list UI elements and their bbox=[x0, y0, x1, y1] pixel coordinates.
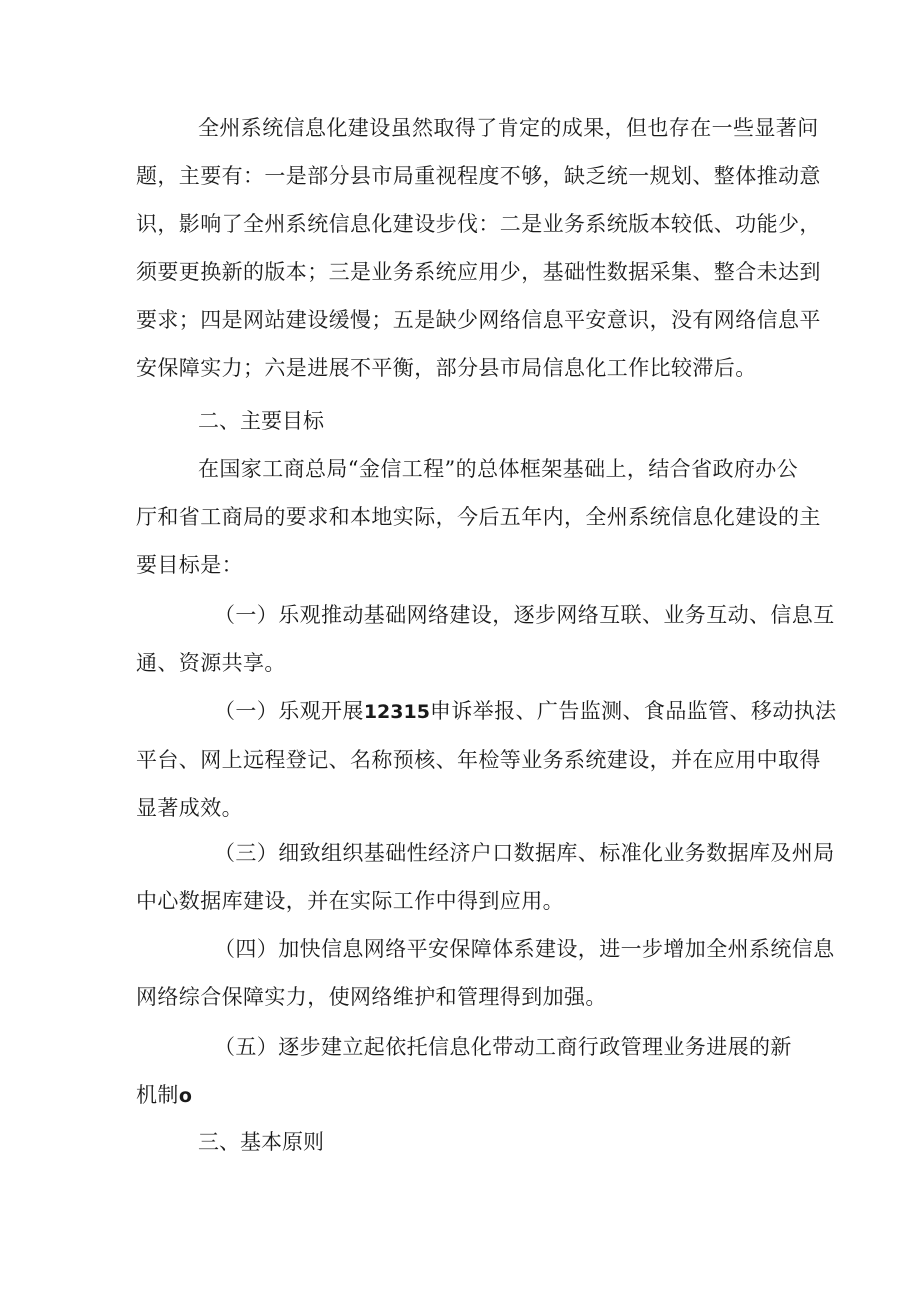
text-segment: 机制 bbox=[136, 1083, 179, 1107]
hotline-number: 12315 bbox=[363, 701, 430, 723]
text-line: （五）逐步建立起依托信息化带动工商行政管理业务进展的新 bbox=[214, 1035, 792, 1059]
paragraph-goals-intro bbox=[136, 445, 821, 589]
goal-item-5 bbox=[136, 1023, 790, 1120]
text-segment: o bbox=[178, 1085, 192, 1107]
text-line: 通、资源共享。 bbox=[136, 651, 286, 675]
goal-item-2 bbox=[136, 687, 837, 832]
text-line: 题，主要有：一是部分县市局重视程度不够，缺乏统一规划、整体推动意 bbox=[136, 164, 821, 188]
text-line: （三）细致组织基础性经济户口数据库、标准化业务数据库及州局 bbox=[214, 841, 835, 865]
text-line: 中心数据库建设，并在实际工作中得到应用。 bbox=[136, 889, 564, 913]
goal-item-1 bbox=[136, 591, 835, 687]
paragraph-problems bbox=[136, 104, 821, 392]
text-line: 显著成效。 bbox=[136, 796, 243, 820]
text-segment: 申诉举报、广告监测、食品监管、移动执法 bbox=[429, 699, 837, 723]
text-line: 在国家工商总局“金信工程”的总体框架基础上，结合省政府办公 bbox=[198, 457, 799, 481]
text-line: （四）加快信息网络平安保障体系建设，进一步增加全州系统信息 bbox=[214, 937, 835, 961]
text-line: 全州系统信息化建设虽然取得了肯定的成果，但也存在一些显著问 bbox=[198, 116, 819, 140]
goal-item-4 bbox=[136, 925, 835, 1021]
text-line: 平台、网上远程登记、名称预核、年检等业务系统建设，并在应用中取得 bbox=[136, 748, 821, 772]
text-line: 须要更换新的版本；三是业务系统应用少，基础性数据采集、整合未达到 bbox=[136, 260, 821, 284]
text-line bbox=[136, 687, 837, 736]
text-line: （一）乐观推动基础网络建设，逐步网络互联、业务互动、信息互 bbox=[214, 603, 835, 627]
text-line: 识，影响了全州系统信息化建设步伐：二是业务系统版本较低、功能少， bbox=[136, 212, 821, 236]
text-line: 要目标是： bbox=[136, 553, 243, 577]
text-segment: （一）乐观开展 bbox=[214, 699, 364, 723]
text-line: 厅和省工商局的要求和本地实际，今后五年内，全州系统信息化建设的主 bbox=[136, 505, 821, 529]
text-line: 要求；四是网站建设缓慢；五是缺少网络信息平安意识，没有网络信息平 bbox=[136, 308, 821, 332]
goal-item-3 bbox=[136, 829, 835, 925]
section-heading-goals: 二、主要目标 bbox=[198, 409, 324, 433]
text-line: 安保障实力；六是进展不平衡，部分县市局信息化工作比较滞后。 bbox=[136, 356, 757, 380]
text-line: 网络综合保障实力，使网络维护和管理得到加强。 bbox=[136, 985, 607, 1009]
section-heading-principles: 三、基本原则 bbox=[198, 1130, 324, 1154]
text-line bbox=[136, 1071, 790, 1120]
